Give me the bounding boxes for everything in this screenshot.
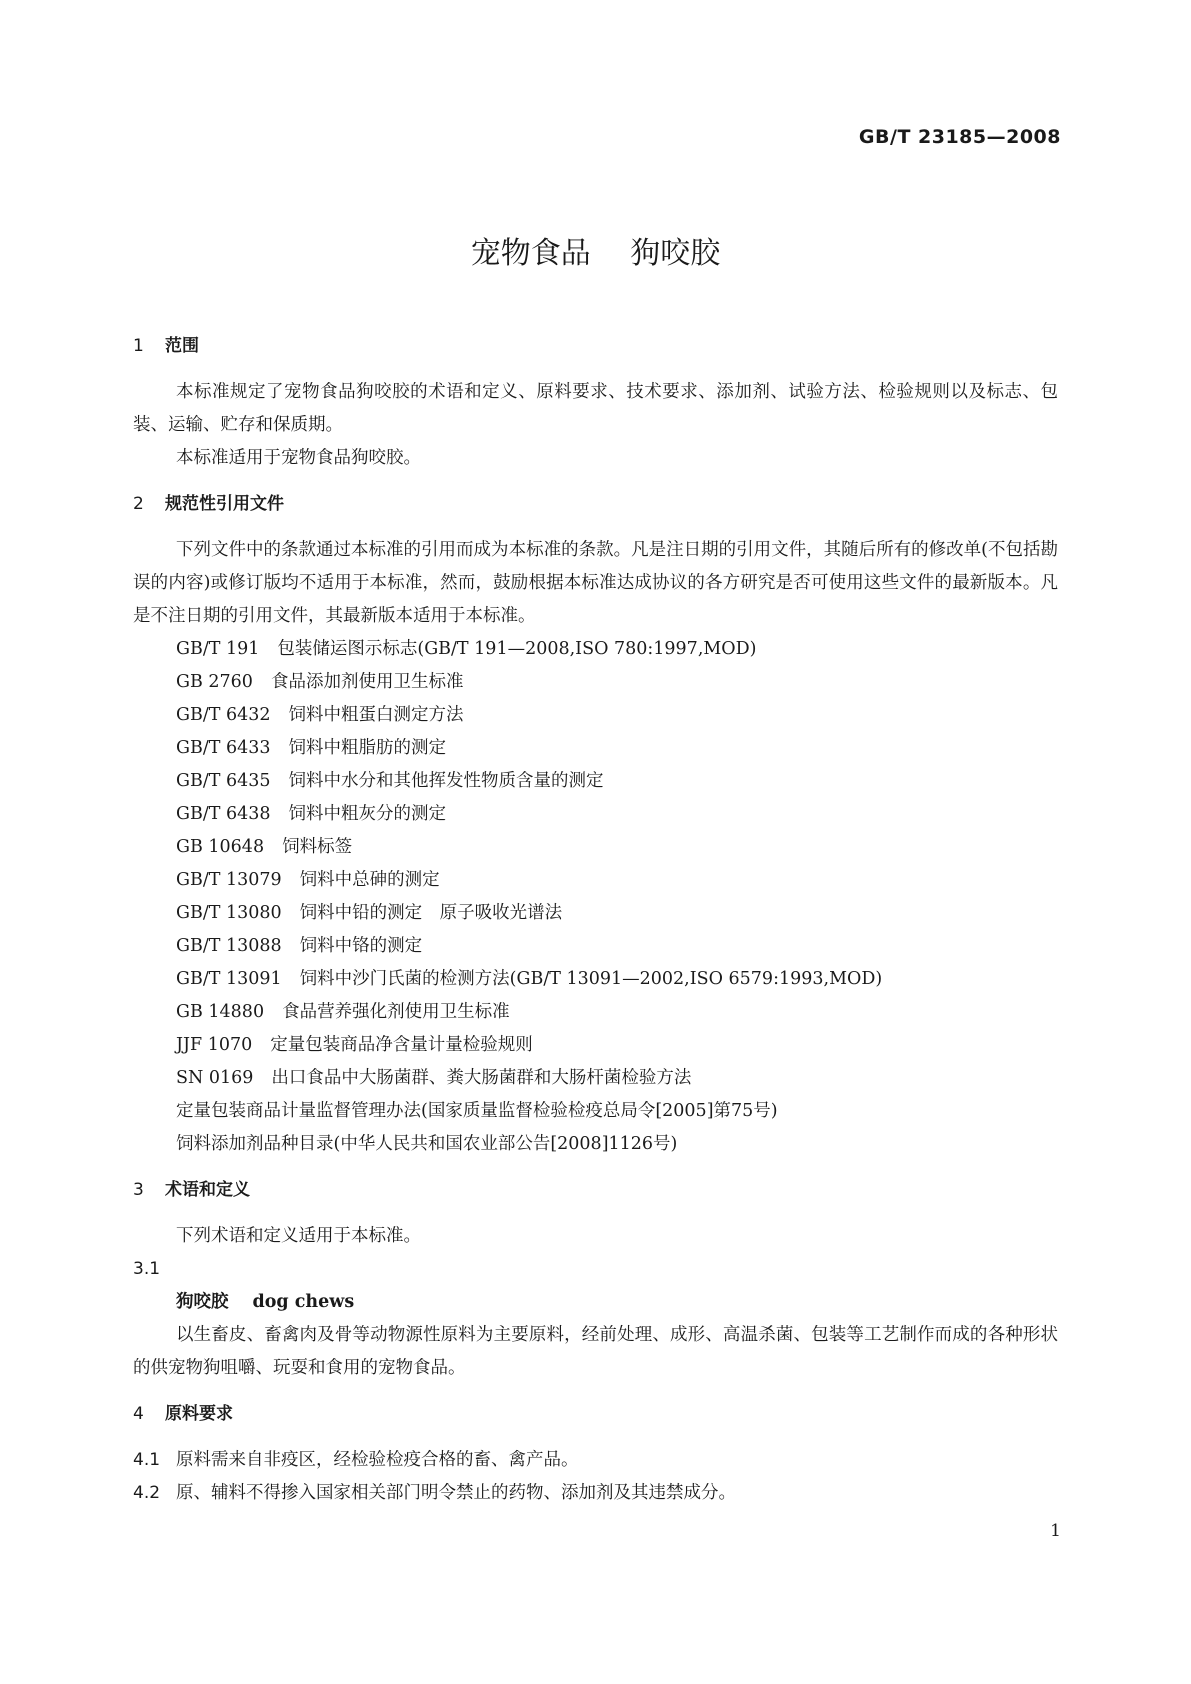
paragraph: 本标准规定了宠物食品狗咬胶的术语和定义、原料要求、技术要求、添加剂、试验方法、检验规则以及标志、包装、运输、贮存和保质期。 xyxy=(133,382,1058,435)
reference-item xyxy=(133,666,1058,699)
term-entry xyxy=(133,1286,1058,1319)
standard-code: GB/T 23185—2008 xyxy=(858,126,1061,148)
reference-title: 食品营养强化剂使用卫生标准 xyxy=(282,1002,510,1022)
section-title: 规范性引用文件 xyxy=(165,494,284,514)
reference-title: 饲料中总砷的测定 xyxy=(299,870,440,890)
reference-title: 饲料中沙门氏菌的检测方法(GB/T 13091—2002,ISO 6579:1993,MOD) xyxy=(299,969,883,989)
reference-code: GB/T 13080 xyxy=(176,903,282,923)
section-title: 范围 xyxy=(165,336,199,356)
reference-code: GB/T 6432 xyxy=(176,705,271,725)
section-heading-normative-references xyxy=(133,488,1058,521)
section-heading-scope xyxy=(133,330,1058,363)
clause-number: 4.1 xyxy=(133,1450,161,1470)
reference-item xyxy=(133,699,1058,732)
reference-item xyxy=(133,1062,1058,1095)
section-number: 3 xyxy=(133,1180,144,1200)
reference-code: SN 0169 xyxy=(176,1068,254,1088)
reference-item xyxy=(133,897,1058,930)
reference-item xyxy=(133,732,1058,765)
document-body xyxy=(133,330,1058,1510)
reference-item xyxy=(133,633,1058,666)
reference-code: GB/T 13079 xyxy=(176,870,282,890)
clause-item xyxy=(133,1444,1058,1477)
section-number: 4 xyxy=(133,1404,144,1424)
term-chinese: 狗咬胶 xyxy=(176,1292,229,1312)
reference-code: GB/T 6435 xyxy=(176,771,271,791)
term-english: dog chews xyxy=(252,1292,355,1312)
clause-number: 3.1 xyxy=(133,1259,161,1279)
reference-title: 包装储运图示标志(GB/T 191—2008,ISO 780:1997,MOD) xyxy=(277,639,757,659)
reference-item xyxy=(133,765,1058,798)
reference-title: 饲料标签 xyxy=(282,837,353,857)
section-heading-raw-materials xyxy=(133,1398,1058,1431)
reference-title: 饲料中铅的测定 原子吸收光谱法 xyxy=(299,903,563,923)
reference-title: 饲料中铬的测定 xyxy=(299,936,423,956)
reference-item xyxy=(133,831,1058,864)
reference-title: 定量包装商品净含量计量检验规则 xyxy=(270,1035,533,1055)
section-heading-terms xyxy=(133,1174,1058,1207)
section-number: 2 xyxy=(133,494,144,514)
section-title: 术语和定义 xyxy=(165,1180,250,1200)
clause-text: 原料需来自非疫区，经检验检疫合格的畜、禽产品。 xyxy=(176,1450,579,1470)
term-definition: 以生畜皮、畜禽肉及骨等动物源性原料为主要原料，经前处理、成形、高温杀菌、包装等工艺制作而成的各种形状的供宠物狗咀嚼、玩耍和食用的宠物食品。 xyxy=(133,1325,1058,1378)
reference-title: 饲料中粗蛋白测定方法 xyxy=(288,705,464,725)
reference-item: 饲料添加剂品种目录(中华人民共和国农业部公告[2008]1126号) xyxy=(176,1134,678,1154)
reference-item xyxy=(133,930,1058,963)
paragraph: 下列文件中的条款通过本标准的引用而成为本标准的条款。凡是注日期的引用文件，其随后所有的修改单(不包括勘误的内容)或修订版均不适用于本标准，然而，鼓励根据本标准达成协议的各方研究是否可使用这些文件的最新版本。凡是不注日期的引用文件，其最新版本适用于本标准。 xyxy=(133,540,1058,626)
reference-title: 出口食品中大肠菌群、粪大肠菌群和大肠杆菌检验方法 xyxy=(271,1068,692,1088)
reference-item xyxy=(133,864,1058,897)
reference-item xyxy=(133,963,1058,996)
page-number: 1 xyxy=(1050,1521,1061,1541)
reference-code: GB/T 13088 xyxy=(176,936,282,956)
reference-item xyxy=(133,996,1058,1029)
clause-text: 原、辅料不得掺入国家相关部门明令禁止的药物、添加剂及其违禁成分。 xyxy=(176,1483,736,1503)
reference-title: 饲料中粗脂肪的测定 xyxy=(288,738,447,758)
clause-number: 4.2 xyxy=(133,1483,161,1503)
clause-item xyxy=(133,1477,1058,1510)
reference-item: 定量包装商品计量监督管理办法(国家质量监督检验检疫总局令[2005]第75号) xyxy=(176,1101,778,1121)
document-title: 宠物食品 狗咬胶 xyxy=(470,236,721,271)
reference-code: GB 10648 xyxy=(176,837,265,857)
paragraph: 下列术语和定义适用于本标准。 xyxy=(176,1226,421,1246)
reference-item xyxy=(133,1029,1058,1062)
reference-title: 饲料中粗灰分的测定 xyxy=(288,804,447,824)
reference-code: GB/T 13091 xyxy=(176,969,282,989)
section-title: 原料要求 xyxy=(165,1404,233,1424)
reference-code: GB/T 191 xyxy=(176,639,260,659)
reference-code: GB/T 6438 xyxy=(176,804,271,824)
reference-title: 食品添加剂使用卫生标准 xyxy=(270,672,464,692)
reference-code: GB/T 6433 xyxy=(176,738,271,758)
reference-code: GB 14880 xyxy=(176,1002,265,1022)
section-number: 1 xyxy=(133,336,144,356)
reference-list xyxy=(133,633,1058,1161)
reference-code: GB 2760 xyxy=(176,672,253,692)
reference-item xyxy=(133,798,1058,831)
reference-title: 饲料中水分和其他挥发性物质含量的测定 xyxy=(288,771,604,791)
reference-code: JJF 1070 xyxy=(176,1035,253,1055)
paragraph: 本标准适用于宠物食品狗咬胶。 xyxy=(176,448,421,468)
